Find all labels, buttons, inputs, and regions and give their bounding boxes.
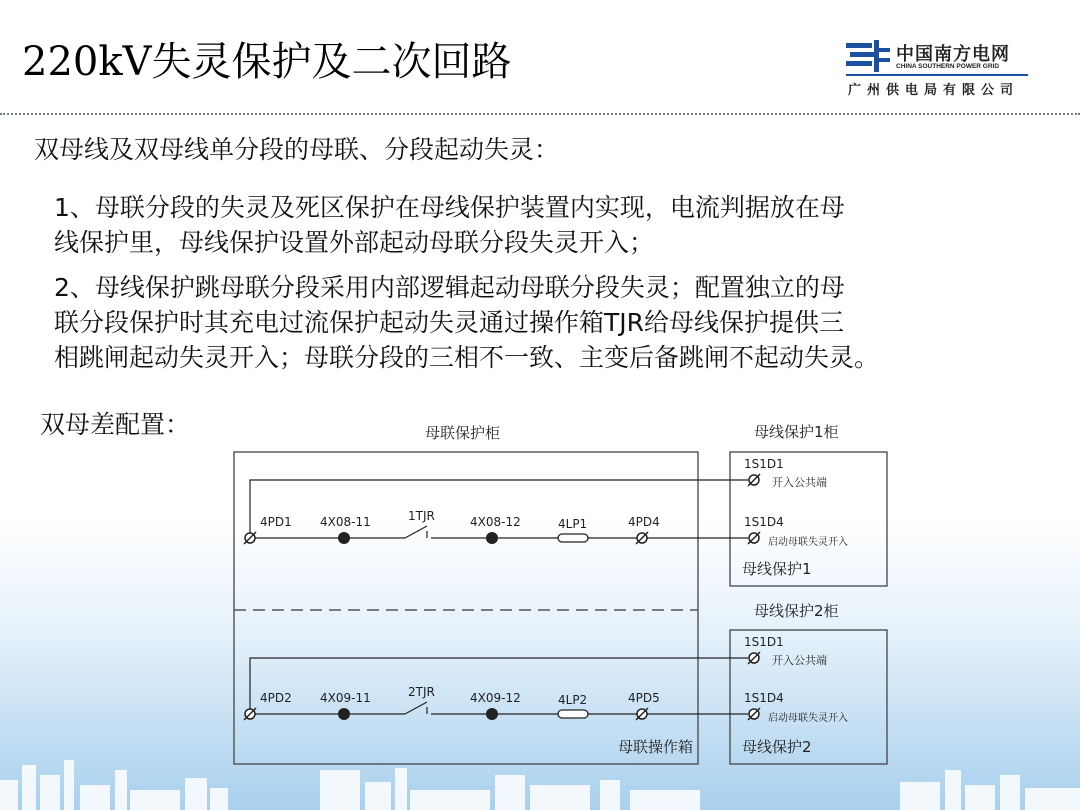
label-4x09-11: 4X09-11 [320,691,371,705]
cabinet-box [234,452,698,764]
label-common-row1: 开入公共端 [772,476,827,489]
circuit-row-2 [244,635,848,756]
label-start-row2: 启动母联失灵开入 [768,713,848,724]
paragraph-2 [54,270,879,375]
paragraph-1-line-1: 1、母联分段的失灵及死区保护在母线保护装置内实现，电流判据放在母 [54,193,845,222]
diagram-heading: 双母差配置： [40,410,191,439]
link-4lp2-icon [558,710,588,718]
slide-title: 220kV失灵保护及二次回路 [22,39,512,85]
label-1s1d1-row1: 1S1D1 [744,457,784,471]
paragraph-1-line-2: 线保护里，母线保护设置外部起动母联分段失灵开入； [54,228,655,257]
terminal-4x08-11-icon [338,532,350,544]
logo-en-name: CHINA SOUTHERN POWER GRID [896,63,1000,70]
label-panel-row1: 母线保护1 [742,560,812,578]
header-divider [0,113,1080,115]
logo-cn-name: 中国南方电网 [896,44,1010,65]
logo-subsidiary: 广州供电局有限公司 [848,83,1020,98]
panel-1-title: 母线保护1柜 [754,423,839,441]
logo-divider [846,74,1028,76]
circuit-row-1 [244,457,848,578]
label-1s1d1-row2: 1S1D1 [744,635,784,649]
terminal-4x08-12-icon [486,532,498,544]
label-4x08-12: 4X08-12 [470,515,521,529]
label-common-row2: 开入公共端 [772,654,827,667]
grid-logo-icon [846,40,890,72]
panel-2-title: 母线保护2柜 [754,602,839,620]
circuit-diagram [220,412,900,772]
link-4lp1-icon [558,534,588,542]
section-heading: 双母线及双母线单分段的母联、分段起动失灵： [34,135,560,164]
terminal-4x09-11-icon [338,708,350,720]
label-start-row1: 启动母联失灵开入 [768,537,848,548]
label-1s1d4-row2: 1S1D4 [744,691,784,705]
label-2tjr: 2TJR [408,685,435,699]
paragraph-1 [54,190,845,260]
op-box-label: 母联操作箱 [618,738,694,756]
label-1s1d4-row1: 1S1D4 [744,515,784,529]
paragraph-2-line-3: 相跳闸起动失灵开入；母联分段的三相不一致、主变后备跳闸不起动失灵。 [54,343,880,372]
label-4pd2: 4PD2 [260,691,292,705]
paragraph-2-line-2: 联分段保护时其充电过流保护起动失灵通过操作箱TJR给母线保护提供三 [54,308,845,337]
label-1tjr: 1TJR [408,509,435,523]
company-logo [846,38,1036,98]
label-4pd5: 4PD5 [628,691,660,705]
label-4lp1: 4LP1 [558,517,588,531]
label-panel-row2: 母线保护2 [742,738,812,756]
label-4pd1: 4PD1 [260,515,292,529]
label-4x09-12: 4X09-12 [470,691,521,705]
label-4lp2: 4LP2 [558,693,588,707]
cabinet-label: 母联保护柜 [425,424,501,442]
terminal-4x09-12-icon [486,708,498,720]
paragraph-2-line-1: 2、母线保护跳母联分段采用内部逻辑起动母联分段失灵；配置独立的母 [54,273,845,302]
label-4pd4: 4PD4 [628,515,660,529]
label-4x08-11: 4X08-11 [320,515,371,529]
